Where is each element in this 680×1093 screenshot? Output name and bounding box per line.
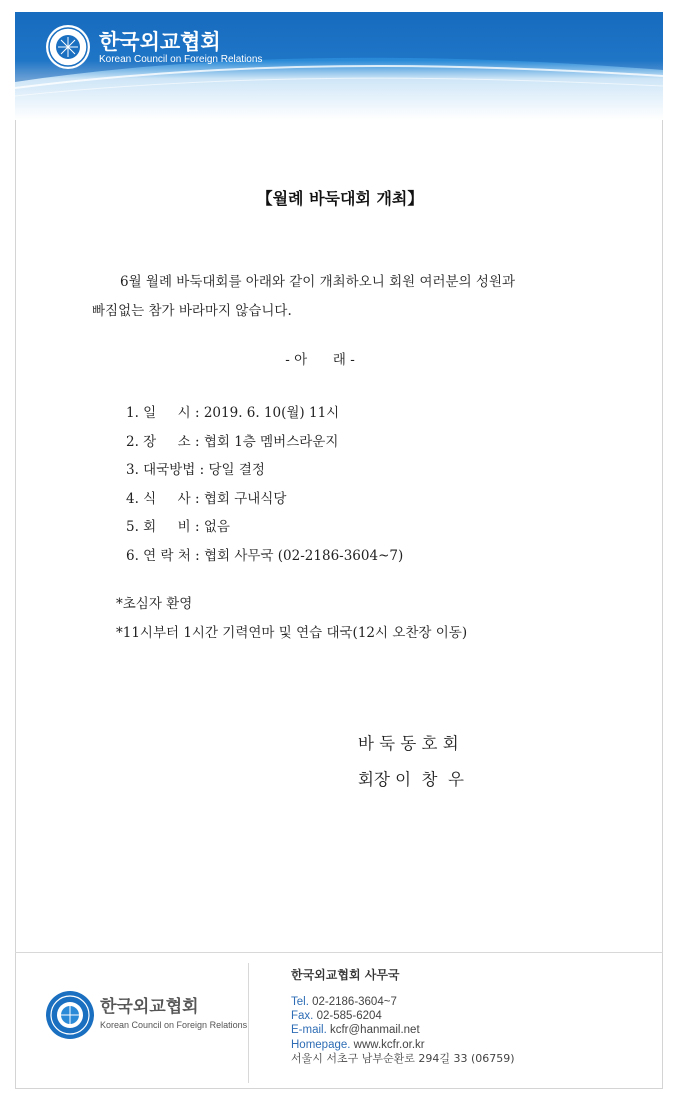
detail-item: [126, 513, 403, 542]
ara-text: - 아 래 -: [285, 352, 355, 368]
fax-value: 02-585-6204: [316, 1010, 382, 1023]
header-title: 한국외교협회: [99, 30, 221, 54]
detail-item: [126, 542, 403, 571]
email-label: E-mail.: [291, 1024, 327, 1037]
kcfr-seal-icon: [45, 24, 91, 70]
note-item: *초심자 환영: [116, 596, 193, 612]
detail-list: [126, 399, 403, 570]
detail-item: [126, 399, 403, 428]
footer-vertical-divider: [248, 963, 249, 1083]
footer-office-name: 한국외교협회 사무국: [291, 968, 400, 982]
detail-text: 3. 대국방법 : 당일 결정: [126, 462, 265, 478]
intro-paragraph: [92, 268, 592, 326]
detail-text: 2. 장 소 : 협회 1층 멤버스라운지: [126, 433, 339, 450]
sign-person: 회장 이 창 우: [358, 770, 464, 789]
intro-line-1: 6월 월례 바둑대회를 아래와 같이 개최하오니 회원 여러분의 성원과: [120, 274, 516, 290]
homepage-label: Homepage.: [291, 1038, 351, 1051]
detail-item: [126, 456, 403, 485]
notes-list: [116, 590, 467, 648]
detail-item: [126, 428, 403, 457]
footer-logo-name: 한국외교협회: [100, 997, 199, 1017]
note-item: *11시부터 1시간 기력연마 및 연습 대국(12시 오찬장 이동): [116, 625, 468, 641]
header-banner: [15, 12, 663, 120]
detail-text: 6. 연 락 처 : 협회 사무국 (02-2186-3604~7): [126, 547, 404, 564]
footer-seal-icon: [45, 990, 95, 1040]
homepage-link[interactable]: www.kcfr.or.kr: [353, 1038, 425, 1051]
detail-text: 4. 식 사 : 협회 구내식당: [126, 490, 287, 507]
detail-text: 5. 회 비 : 없음: [126, 519, 230, 535]
tel-label: Tel.: [291, 996, 309, 1008]
fax-label: Fax.: [291, 1010, 314, 1023]
header-subtitle: Korean Council on Foreign Relations: [99, 54, 263, 65]
detail-text: 1. 일 시 : 2019. 6. 10(월) 11시: [126, 405, 340, 421]
footer-divider: [15, 952, 663, 953]
footer-tel: [291, 995, 515, 1009]
tel-value: 02-2186-3604~7: [312, 996, 397, 1008]
sign-org: 바 둑 동 호 회: [358, 734, 459, 753]
footer-logo-english: Korean Council on Foreign Relations: [100, 1020, 248, 1030]
footer-contact: [291, 995, 515, 1066]
footer-homepage: [291, 1038, 515, 1052]
footer-fax: [291, 1009, 515, 1023]
footer-email: [291, 1023, 515, 1037]
ara-heading: [0, 348, 640, 368]
footer-address: 서울시 서초구 남부순환로 294길 33 (06759): [291, 1051, 515, 1065]
document-title: 【월례 바둑대회 개최】: [256, 189, 424, 208]
email-link[interactable]: kcfr@hanmail.net: [329, 1024, 420, 1037]
intro-line-2: 빠짐없는 참가 바라마지 않습니다.: [92, 303, 292, 319]
detail-item: [126, 485, 403, 514]
